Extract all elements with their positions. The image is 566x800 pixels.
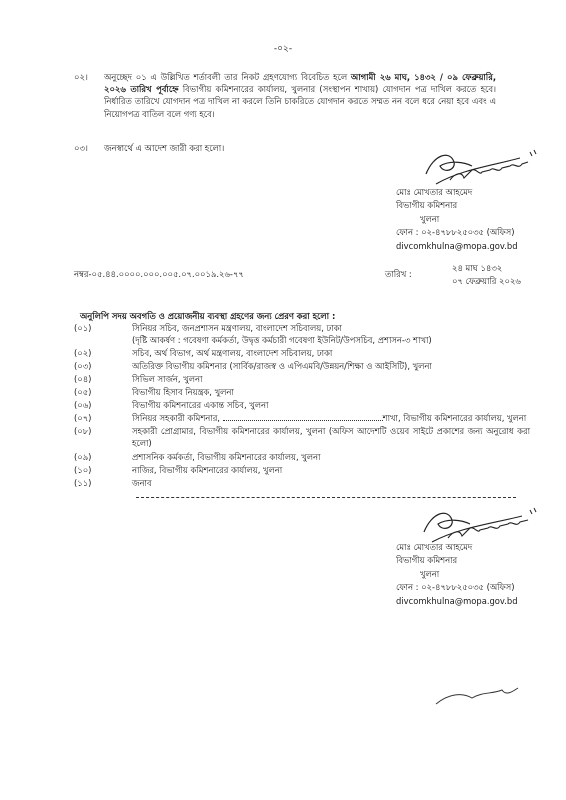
office-phone: ফোন : ০২-৪৭৮৮২৫০৩৫ (অফিস) (396, 227, 515, 238)
list-item (74, 425, 534, 451)
paragraph-text: জনস্বার্থে এ আদেশ জারী করা হলো। (104, 143, 225, 153)
list-item-text: সিভিল সার্জন, খুলনা (132, 374, 203, 384)
paragraph-text (104, 71, 496, 120)
list-item-text: বিভাগীয় হিসাব নিয়ন্ত্রক, খুলনা (132, 387, 234, 397)
list-item-number: (০১) (74, 323, 92, 333)
list-item-number: (০৮) (74, 426, 92, 436)
memo-reference-number: নম্বর-০৫.৪৪.০০০০.০০০.০০৫.০৭.০০১৯.২৬-৭৭ (74, 269, 244, 279)
list-item-number: (০৯) (74, 452, 92, 462)
signature-image (420, 140, 540, 188)
list-item-note: (দৃষ্টি আকর্ষণ : গবেষণা কর্মকর্তা, উদ্বৃত্ত কর্মচারী গবেষণা ইউনিট/উপসচিব, প্রশাসন-৩ শাখা) (132, 335, 432, 346)
list-item (74, 373, 534, 386)
list-item-number: (০২) (74, 348, 92, 358)
list-item-number: (০৭) (74, 413, 92, 423)
signature-block (396, 541, 518, 608)
list-item-number: (১০) (74, 465, 92, 475)
fill-in-blank (223, 412, 383, 421)
paragraph-text-part: অনুচ্ছেদ ০১ এ উল্লিখিত শর্তাবলী তার নিকট গ্রহণযোগ্য বিবেচিত হলে (104, 72, 351, 82)
memo-dates (452, 262, 521, 289)
list-item-text: নাজির, বিভাগীয় কমিশনারের কার্যালয়, খুলনা (132, 465, 283, 475)
list-item-main: সিনিয়র সচিব, জনপ্রশাসন মন্ত্রণালয়, বাংলাদেশ সচিবালয়, ঢাকা (132, 323, 342, 333)
signatory-designation: বিভাগীয় কমিশনার (396, 200, 458, 211)
list-item (74, 451, 534, 464)
list-item-number: (০৫) (74, 387, 92, 397)
deadline-text: আগামী ২৬ মাঘ, ১৪৩২ / ০৯ ফেব্রুয়ারি, ২০২৬ তারিখ পূর্বাহ্নে (104, 72, 496, 95)
signature-block (396, 186, 518, 253)
list-item-number: (০৩) (74, 361, 92, 371)
list-item-text-part: সিনিয়র সহকারী কমিশনার, (132, 413, 223, 423)
list-item-text: সচিব, অর্থ বিভাগ, অর্থ মন্ত্রণালয়, বাংলাদেশ সচিবালয়, ঢাকা (132, 348, 333, 358)
list-item (74, 464, 534, 477)
distribution-list (74, 322, 534, 490)
list-item-text-part: শাখা, বিভাগীয় কমিশনারের কার্যালয়, খুলনা (382, 413, 527, 423)
signature-image (418, 496, 542, 546)
paragraph-text-part: বিভাগীয় কমিশনারের কার্যালয়, খুলনার (সংস্থাপন শাখায়) যোগদান পত্র দাখিল করতে হবে। নির্ধারিত তারিখে যোগদান পত্র দাখিল না করলে তিনি চাকরিতে যোগদান করতে সম্মত নন বলে ধরে নেয়া হবে এবং এ নিয়োগপত্র বাতিল বলে গণ্য হবে। (104, 84, 497, 119)
list-item (74, 386, 534, 399)
signatory-location: খুলনা (420, 568, 440, 579)
page-number: -০২- (273, 44, 293, 54)
office-email: divcomkhulna@mopa.gov.bd (396, 595, 518, 606)
signatory-designation: বিভাগীয় কমিশনার (396, 555, 458, 566)
paragraph-number: ০৩। (74, 143, 88, 153)
list-item (74, 412, 534, 425)
list-item-number: (১১) (74, 478, 92, 488)
list-item (74, 360, 534, 373)
paragraph-02 (74, 71, 497, 131)
list-item-number: (০৪) (74, 374, 92, 384)
date-bangla: ২৪ মাঘ ১৪৩২ (452, 263, 503, 273)
date-label: তারিখ : (385, 269, 412, 279)
list-item-text-part: জনাব (132, 478, 152, 488)
distribution-title: অনুলিপি সদয় অবগতি ও প্রয়োজনীয় ব্যবস্থা গ্রহণের জন্য প্রেরণ করা হলো : (80, 311, 336, 321)
paragraph-number: ০২। (74, 72, 88, 82)
list-item-text (132, 322, 530, 346)
list-item (74, 347, 534, 360)
signatory-name: মোঃ মোখতার আহমেদ (396, 542, 473, 552)
list-item-number: (০৬) (74, 400, 92, 410)
initial-mark (432, 684, 522, 710)
office-email: divcomkhulna@mopa.gov.bd (396, 240, 518, 251)
date-english: ০৭ ফেব্রুয়ারি ২০২৬ (452, 276, 521, 287)
list-item-text: অতিরিক্ত বিভাগীয় কমিশনার (সার্বিক/রাজস্ব ও এপিএমবি/উন্নয়ন/শিক্ষা ও আইসিটি), খুলনা (132, 361, 432, 371)
list-item-text: প্রশাসনিক কর্মকর্তা, বিভাগীয় কমিশনারের কার্যালয়, খুলনা (132, 452, 321, 462)
signatory-name: মোঃ মোখতার আহমেদ (396, 187, 473, 197)
list-item (74, 399, 534, 412)
office-phone: ফোন : ০২-৪৭৮৮২৫০৩৫ (অফিস) (396, 582, 515, 593)
list-item-text: বিভাগীয় কমিশনারের একান্ত সচিব, খুলনা (132, 400, 269, 410)
list-item (74, 322, 534, 347)
list-item-text: সহকারী প্রোগ্রামার, বিভাগীয় কমিশনারের কার্যালয়, খুলনা (অফিস আদেশটি ওয়েব সাইটে প্রকাশের জন্য অনুরোধ করা হলো) (132, 426, 530, 449)
list-item-text (132, 412, 530, 424)
signatory-location: খুলনা (420, 213, 440, 224)
list-item (74, 477, 534, 490)
